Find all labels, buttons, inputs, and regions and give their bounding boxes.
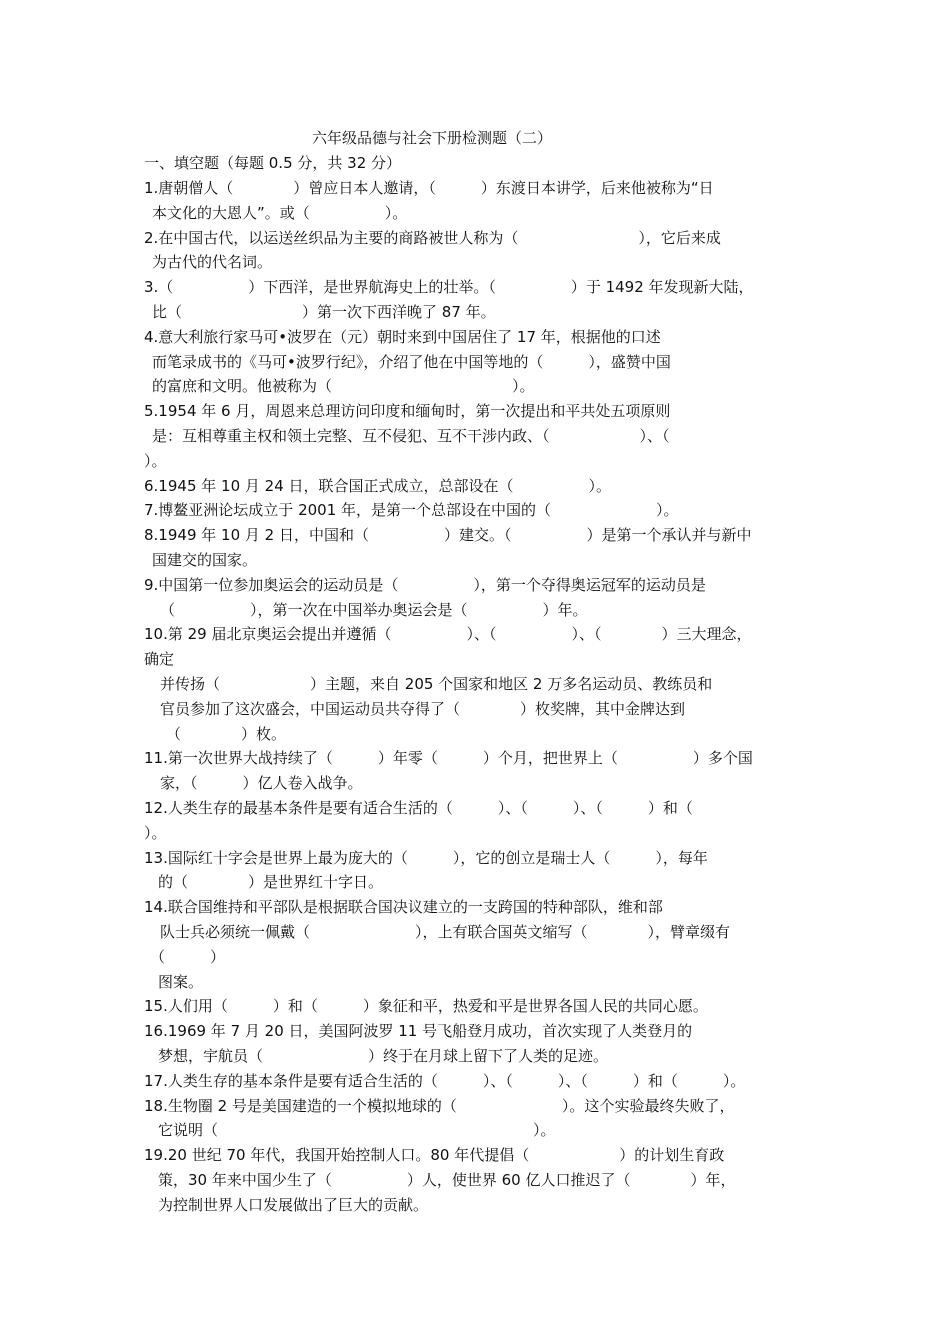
question-line: 11.第一次世界大战持续了（ ）年零（ ）个月，把世界上（ ）多个国 (144, 749, 753, 768)
question-line: 15.人们用（ ）和（ ）象征和平，热爱和平是世界各国人民的共同心愿。 (144, 997, 708, 1016)
question-line: 3.（ ）下西洋，是世界航海史上的壮举。（ ）于 1492 年发现新大陆， (144, 278, 754, 297)
question-line: 1.唐朝僧人（ ）曾应日本人邀请，（ ）东渡日本讲学，后来他被称为“日 (144, 179, 714, 197)
question-line: 队士兵必须统一佩戴（ ），上有联合国英文缩写（ ），臂章缀有 (160, 923, 731, 941)
question-line: 而笔录成书的《马可•波罗行纪》，介绍了他在中国等地的（ ），盛赞中国 (152, 352, 671, 371)
question-line: （ ），第一次在中国举办奥运会是（ ）年。 (160, 600, 588, 619)
question-line: 为古代的代名词。 (152, 253, 273, 272)
question-line: 19.20 世纪 70 年代，我国开始控制人口。80 年代提倡（ ）的计划生育政 (144, 1146, 725, 1165)
question-line: 5.1954 年 6 月，周恩来总理访问印度和缅甸时，第一次提出和平共处五项原则 (144, 402, 671, 421)
question-line: 7.博鳌亚洲论坛成立于 2001 年，是第一个总部设在中国的（ ）。 (144, 501, 679, 520)
question-line: 8.1949 年 10 月 2 日，中国和（ ）建交。（ ）是第一个承认并与新中 (144, 526, 752, 545)
question-line: 12.人类生存的最基本条件是要有适合生活的（ ）、（ ）、（ ）和（ (144, 799, 693, 817)
question-line: 确定 (144, 650, 175, 669)
question-line: 的富庶和文明。他被称为（ ）。 (152, 377, 535, 396)
question-line: 13.国际红十字会是世界上最为庞大的（ ），它的创立是瑞士人（ ），每年 (144, 848, 708, 867)
question-line: ）。 (144, 823, 167, 842)
question-line: 17.人类生存的基本条件是要有适合生活的（ ）、（ ）、（ ）和（ ）。 (144, 1071, 746, 1090)
question-line: 家，（ ）亿人卷入战争。 (160, 774, 363, 793)
question-line: 是：互相尊重主权和领土完整、互不侵犯、互不干涉内政、（ ）、（ (152, 427, 670, 445)
question-line: 的（ ）是世界红十字日。 (158, 873, 384, 892)
question-line: 为控制世界人口发展做出了巨大的贡献。 (158, 1195, 429, 1214)
question-line: 16.1969 年 7 月 20 日，美国阿波罗 11 号飞船登月成功，首次实现了人类登月的 (144, 1022, 693, 1041)
question-line: （ ） (150, 947, 226, 966)
question-line: 9.中国第一位参加奥运会的运动员是（ ），第一个夺得奥运冠军的运动员是 (144, 575, 706, 594)
question-line: 18.生物圈 2 号是美国建造的一个模拟地球的（ ）。这个实验最终失败了， (144, 1096, 735, 1115)
question-line: 它说明（ ）。 (158, 1121, 556, 1140)
question-line: 策，30 年来中国少生了（ ）人，使世界 60 亿人口推迟了（ ）年， (158, 1171, 736, 1189)
question-line: 本文化的大恩人”。或（ ）。 (152, 203, 408, 222)
question-line: ）。 (144, 451, 167, 470)
question-line: 并传扬（ ）主题，来自 205 个国家和地区 2 万多名运动员、教练员和 (160, 675, 713, 693)
question-line: 10.第 29 届北京奥运会提出并遵循（ ）、（ ）、（ ）三大理念， (144, 625, 752, 644)
section-heading: 一、填空题（每题 0.5 分，共 32 分） (144, 154, 402, 172)
question-line: 图案。 (158, 972, 204, 991)
question-line: 比（ ）第一次下西洋晚了 87 年。 (152, 303, 496, 321)
question-line: 14.联合国维持和平部队是根据联合国决议建立的一支跨国的特种部队，维和部 (144, 898, 663, 917)
question-line: 6.1945 年 10 月 24 日，联合国正式成立，总部设在（ ）。 (144, 476, 612, 495)
page-title: 六年级品德与社会下册检测题（二） (312, 129, 553, 147)
question-line: 梦想，宇航员（ ）终于在月球上留下了人类的足迹。 (158, 1047, 609, 1065)
question-line: 官员参加了这次盛会，中国运动员共夺得了（ ）枚奖牌，其中金牌达到 (160, 699, 686, 718)
question-line: 国建交的国家。 (152, 551, 258, 569)
question-line: （ ）枚。 (166, 724, 287, 743)
question-line: 4.意大利旅行家马可•波罗在（元）朝时来到中国居住了 17 年，根据他的口述 (144, 327, 661, 346)
question-line: 2.在中国古代，以运送丝织品为主要的商路被世人称为（ ），它后来成 (144, 228, 721, 247)
